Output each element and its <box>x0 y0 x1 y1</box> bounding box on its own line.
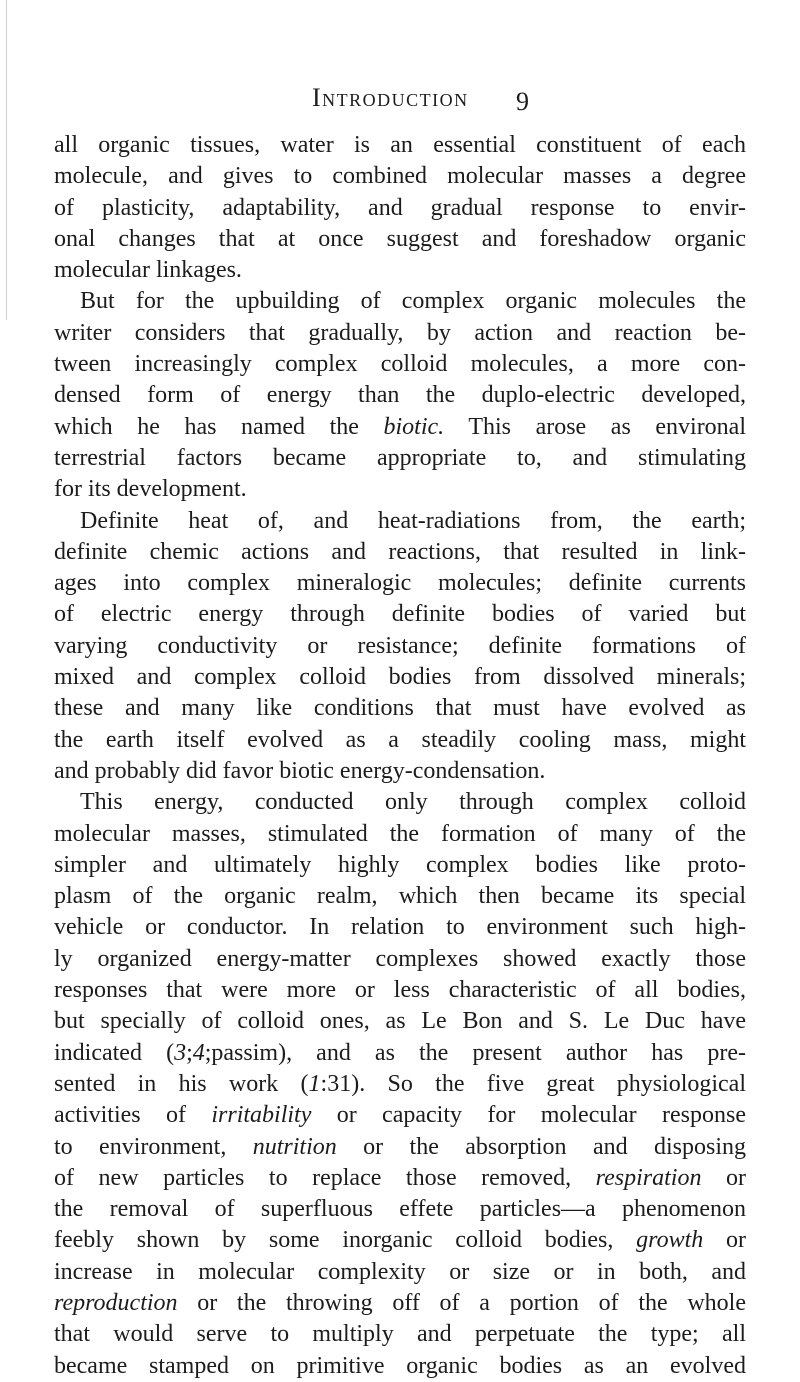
text-run: the removal of superfluous effete particles—a phenomenon <box>54 1196 746 1223</box>
text-run: to environment, <box>54 1133 253 1160</box>
text-run: or the absorption and disposing <box>336 1133 746 1160</box>
text-run: But for the upbuilding of complex organic molecules the <box>80 288 746 315</box>
text-run: plasm of the organic realm, which then became its special <box>54 883 746 910</box>
text-line <box>54 161 746 192</box>
text-run: definite chemic actions and reactions, that resulted in link- <box>54 538 746 565</box>
page-edge-rule <box>6 0 7 320</box>
text-line <box>54 819 746 850</box>
italic-text: biotic. <box>383 413 445 440</box>
text-line <box>54 912 746 943</box>
text-line <box>54 1225 746 1256</box>
text-run: activities of <box>54 1102 212 1129</box>
italic-text: growth <box>636 1227 704 1254</box>
text-line <box>54 1038 746 1069</box>
text-line <box>54 1257 746 1288</box>
italic-text: reproduction <box>54 1289 178 1316</box>
text-run: ; <box>186 1039 193 1066</box>
italic-text: nutrition <box>252 1133 337 1160</box>
text-line <box>54 631 746 662</box>
text-line <box>54 944 746 975</box>
text-run: of electric energy through definite bodies of varied but <box>54 601 746 628</box>
text-run: indicated ( <box>54 1039 175 1066</box>
text-run: mixed and complex colloid bodies from dissolved minerals; <box>54 664 746 691</box>
text-run: of plasticity, adaptability, and gradual response to envir- <box>54 194 746 221</box>
paragraph <box>54 130 746 286</box>
text-run: which he has named the <box>54 413 384 440</box>
text-run: of new particles to replace those removed, <box>54 1164 596 1191</box>
italic-text: irritability <box>211 1102 312 1129</box>
text-line <box>54 1006 746 1037</box>
text-line <box>54 1100 746 1131</box>
text-run: increase in molecular complexity or size or in both, and <box>54 1258 746 1285</box>
text-line <box>54 1351 746 1382</box>
text-run: became stamped on primitive organic bodies as an evolved <box>54 1352 746 1379</box>
text-run: molecule, and gives to combined molecular masses a degree <box>54 163 746 190</box>
text-line <box>54 599 746 630</box>
text-line <box>54 318 746 349</box>
text-run: all organic tissues, water is an essential constituent of each <box>54 132 746 158</box>
text-line <box>54 380 746 411</box>
running-head-title: Introduction <box>312 83 469 112</box>
text-line <box>54 1069 746 1100</box>
text-run: feebly shown by some inorganic colloid bodies, <box>54 1227 637 1254</box>
paragraph <box>54 286 746 505</box>
text-line <box>54 662 746 693</box>
text-run: writer considers that gradually, by action and reaction be- <box>54 319 746 346</box>
text-line <box>54 224 746 255</box>
text-line <box>54 349 746 380</box>
paragraph <box>54 787 746 1382</box>
text-line <box>54 693 746 724</box>
text-run: these and many like conditions that must have evolved as <box>54 695 746 722</box>
text-run: :31). So the five great physiological <box>320 1070 746 1097</box>
text-run: or <box>703 1227 746 1254</box>
text-run: molecular masses, stimulated the formation of many of the <box>54 820 746 847</box>
text-run: sented in his work ( <box>54 1070 309 1097</box>
text-run: This energy, conducted only through complex colloid <box>80 789 746 816</box>
text-run: vehicle or conductor. In relation to environment such high- <box>54 914 746 941</box>
running-head <box>0 82 800 114</box>
paragraph <box>54 506 746 788</box>
text-run: Definite heat of, and heat-radiations from, the earth; <box>80 507 746 534</box>
text-run: for its development. <box>54 476 247 503</box>
text-line <box>54 1194 746 1225</box>
text-line <box>54 1163 746 1194</box>
text-line <box>54 443 746 474</box>
text-run: responses that were more or less characteristic of all bodies, <box>54 977 746 1004</box>
text-run: and probably did favor biotic energy-condensation. <box>54 757 546 784</box>
text-run: or the throwing off of a portion of the whole <box>177 1289 746 1316</box>
text-run: ;passim), and as the present author has pre- <box>204 1039 746 1066</box>
text-line <box>54 756 746 787</box>
text-line <box>54 787 746 818</box>
text-run: but specially of colloid ones, as Le Bon and S. Le Duc have <box>54 1008 746 1035</box>
text-line <box>54 412 746 443</box>
text-line <box>54 975 746 1006</box>
text-run: varying conductivity or resistance; definite formations of <box>54 632 746 659</box>
text-line <box>54 255 746 286</box>
text-run: that would serve to multiply and perpetuate the type; all <box>54 1321 746 1348</box>
text-run: tween increasingly complex colloid molecules, a more con- <box>54 351 746 378</box>
text-line <box>54 850 746 881</box>
text-run: molecular linkages. <box>54 257 242 284</box>
text-line <box>54 881 746 912</box>
text-run: This arose as environal <box>444 413 746 440</box>
italic-text: 3 <box>174 1039 187 1066</box>
italic-text: 4 <box>192 1039 205 1066</box>
text-line <box>54 537 746 568</box>
text-run: onal changes that at once suggest and foreshadow organic <box>54 225 746 252</box>
text-line <box>54 568 746 599</box>
text-line <box>54 506 746 537</box>
text-run: the earth itself evolved as a steadily cooling mass, might <box>54 726 746 753</box>
text-line <box>54 1132 746 1163</box>
text-run: or capacity for molecular response <box>311 1102 746 1129</box>
text-line <box>54 1319 746 1350</box>
text-run: or <box>701 1164 746 1191</box>
text-line <box>54 130 746 161</box>
text-run: simpler and ultimately highly complex bodies like proto- <box>54 851 746 878</box>
text-run: ages into complex mineralogic molecules; definite currents <box>54 570 746 597</box>
text-run: ly organized energy-matter complexes showed exactly those <box>54 945 746 972</box>
page-number: 9 <box>516 87 529 116</box>
text-line <box>54 193 746 224</box>
text-line <box>54 1288 746 1319</box>
body-text <box>54 130 746 1382</box>
text-line <box>54 725 746 756</box>
text-run: terrestrial factors became appropriate to, and stimulating <box>54 444 746 471</box>
text-line <box>54 286 746 317</box>
italic-text: 1 <box>308 1070 321 1097</box>
text-line <box>54 474 746 505</box>
text-run: densed form of energy than the duplo-electric developed, <box>54 382 746 409</box>
italic-text: respiration <box>595 1164 702 1191</box>
